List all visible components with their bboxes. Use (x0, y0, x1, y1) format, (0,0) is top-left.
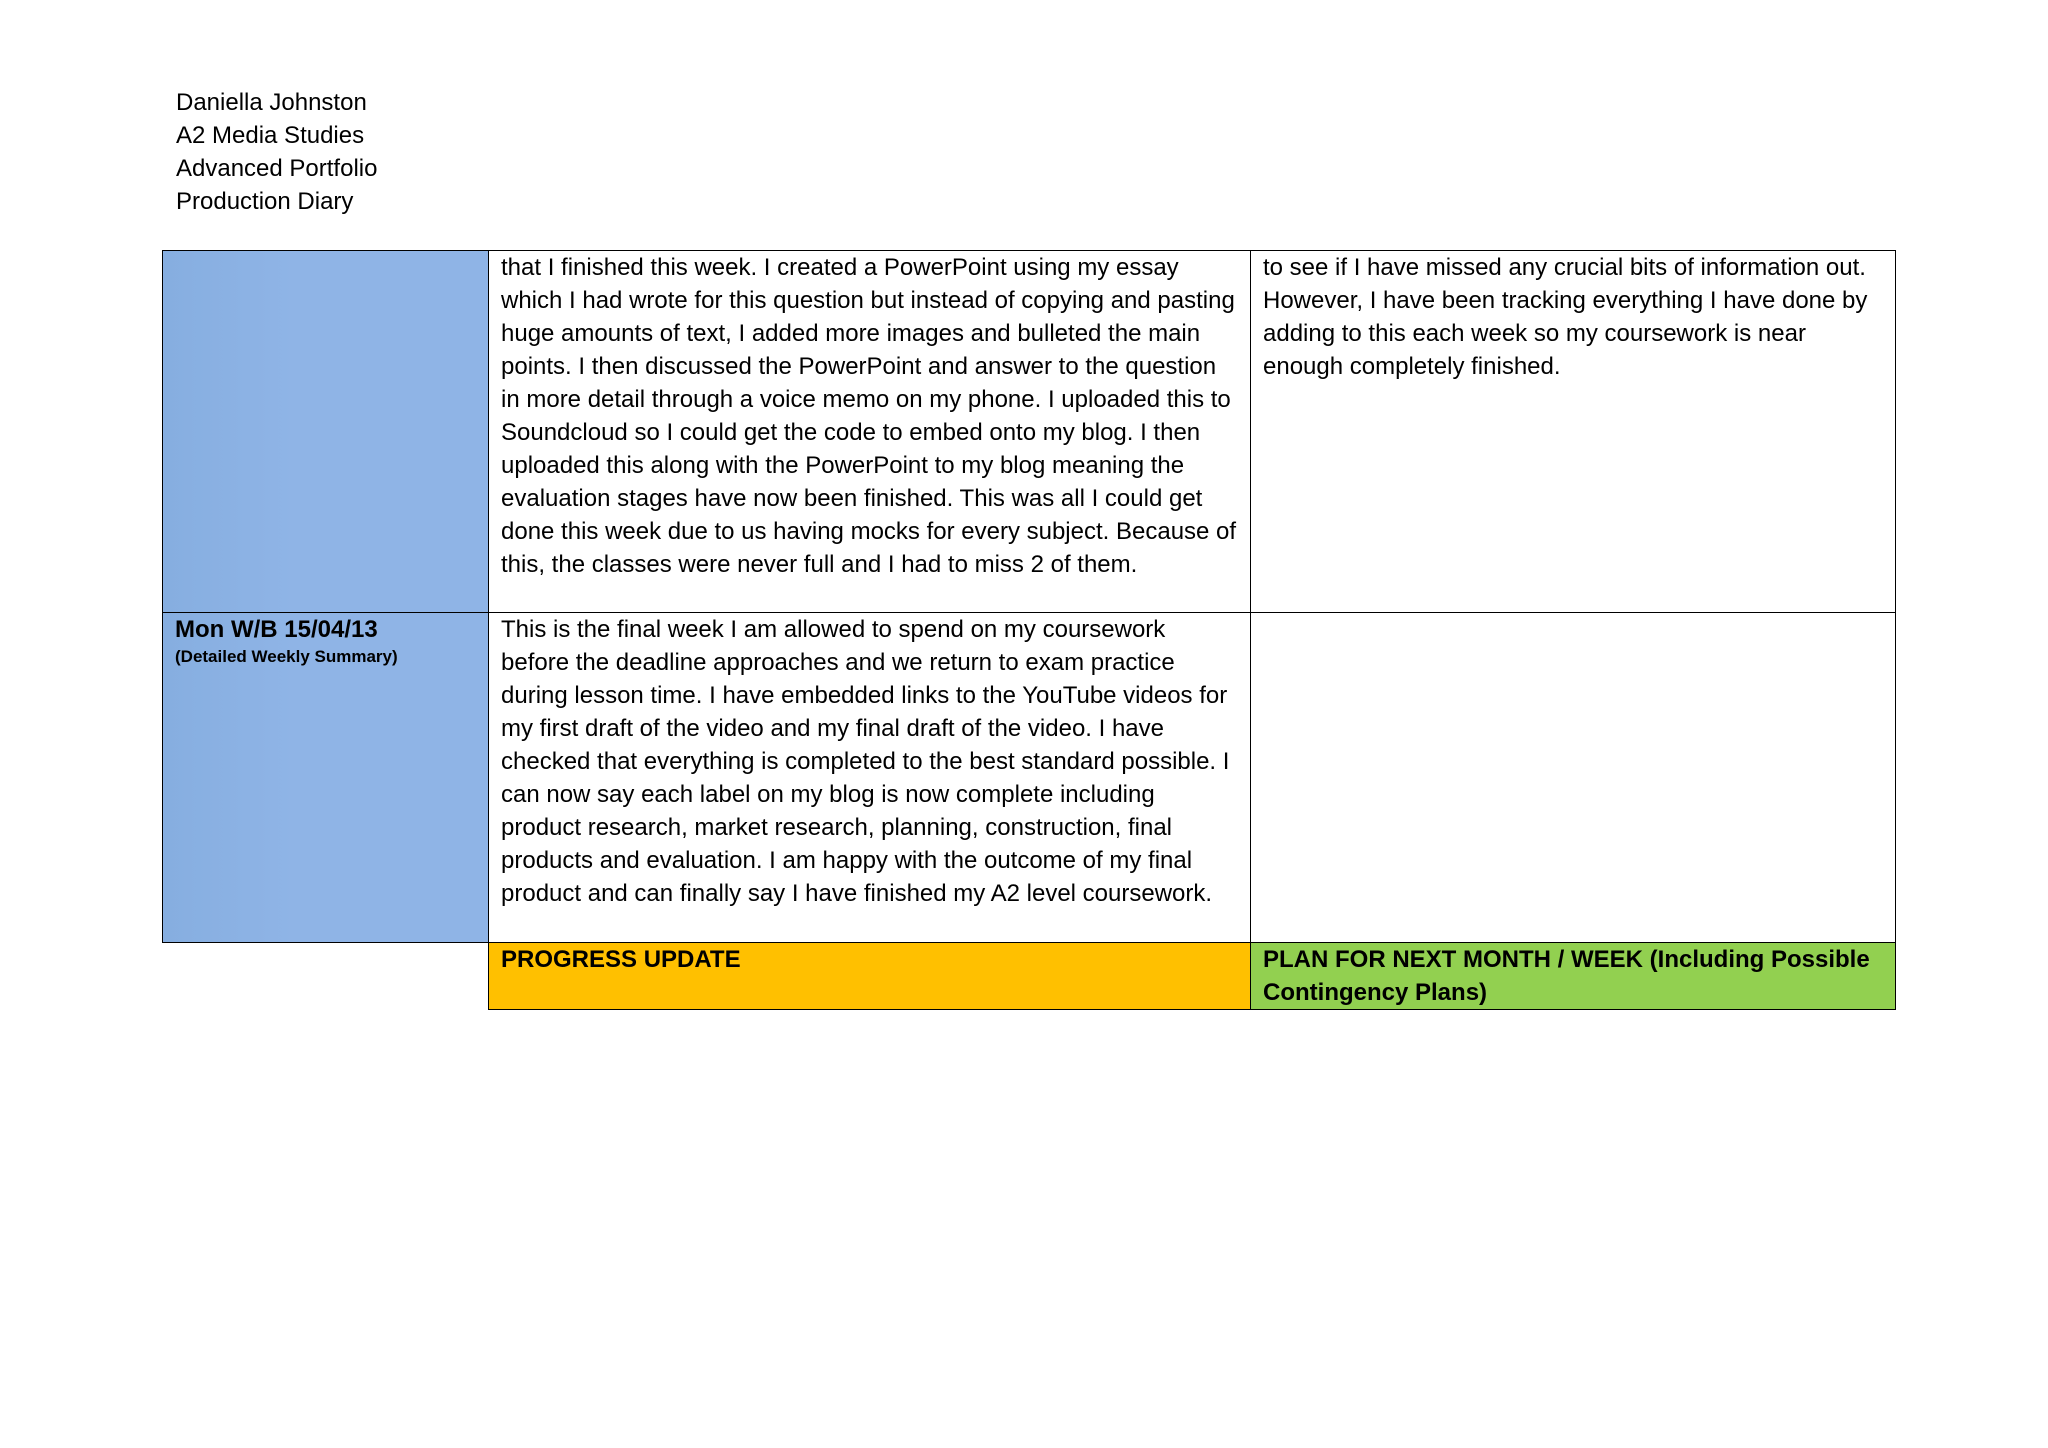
plan-cell (1251, 613, 1896, 943)
progress-cell (489, 613, 1251, 943)
plan-header-label: PLAN FOR NEXT MONTH / WEEK (Including Possible Contingency Plans) (1263, 946, 1870, 1006)
progress-cell (489, 251, 1251, 613)
plan-cell (1251, 251, 1896, 613)
empty-cell (163, 943, 489, 1010)
document-header (176, 86, 377, 218)
student-name: Daniella Johnston (176, 89, 367, 116)
progress-text: This is the final week I am allowed to spend on my coursework before the deadline approaches and we return to exam practice during lesson time. I have embedded links to the YouTube videos for my first draft of the video and my final draft of the video. I have checked that everything is completed to the best standard possible. I can now say each label on my blog is now complete including product research, market research, planning, construction, final products and evaluation. I am happy with the outcome of my final product and can finally say I have finished my A2 level coursework. (501, 616, 1230, 907)
plan-text: to see if I have missed any crucial bits of information out. However, I have been tracking everything I have done by adding to this each week so my coursework is near enough completely finished. (1263, 254, 1868, 380)
progress-text: that I finished this week. I created a PowerPoint using my essay which I had wrote for this question but instead of copying and pasting huge amounts of text, I added more images and bulleted the main points. I then discussed the PowerPoint and answer to the question in more detail through a voice memo on my phone. I uploaded this to Soundcloud so I could get the code to embed onto my blog. I then uploaded this along with the PowerPoint to my blog meaning the evaluation stages have now been finished. This was all I could get done this week due to us having mocks for every subject. Because of this, the classes were never full and I had to miss 2 of them. (501, 254, 1237, 578)
week-subtitle: (Detailed Weekly Summary) (175, 647, 398, 666)
table-row (163, 613, 1896, 943)
portfolio-name: Advanced Portfolio (176, 155, 378, 182)
week-cell (163, 613, 489, 943)
table-footer-row (163, 943, 1896, 1010)
progress-update-label: PROGRESS UPDATE (501, 946, 741, 973)
progress-update-header (489, 943, 1251, 1010)
table-row (163, 251, 1896, 613)
course-name: A2 Media Studies (176, 122, 365, 149)
production-diary-table (162, 250, 1896, 1010)
week-title: Mon W/B 15/04/13 (175, 616, 378, 643)
week-cell (163, 251, 489, 613)
document-title: Production Diary (176, 188, 354, 215)
plan-header (1251, 943, 1896, 1010)
